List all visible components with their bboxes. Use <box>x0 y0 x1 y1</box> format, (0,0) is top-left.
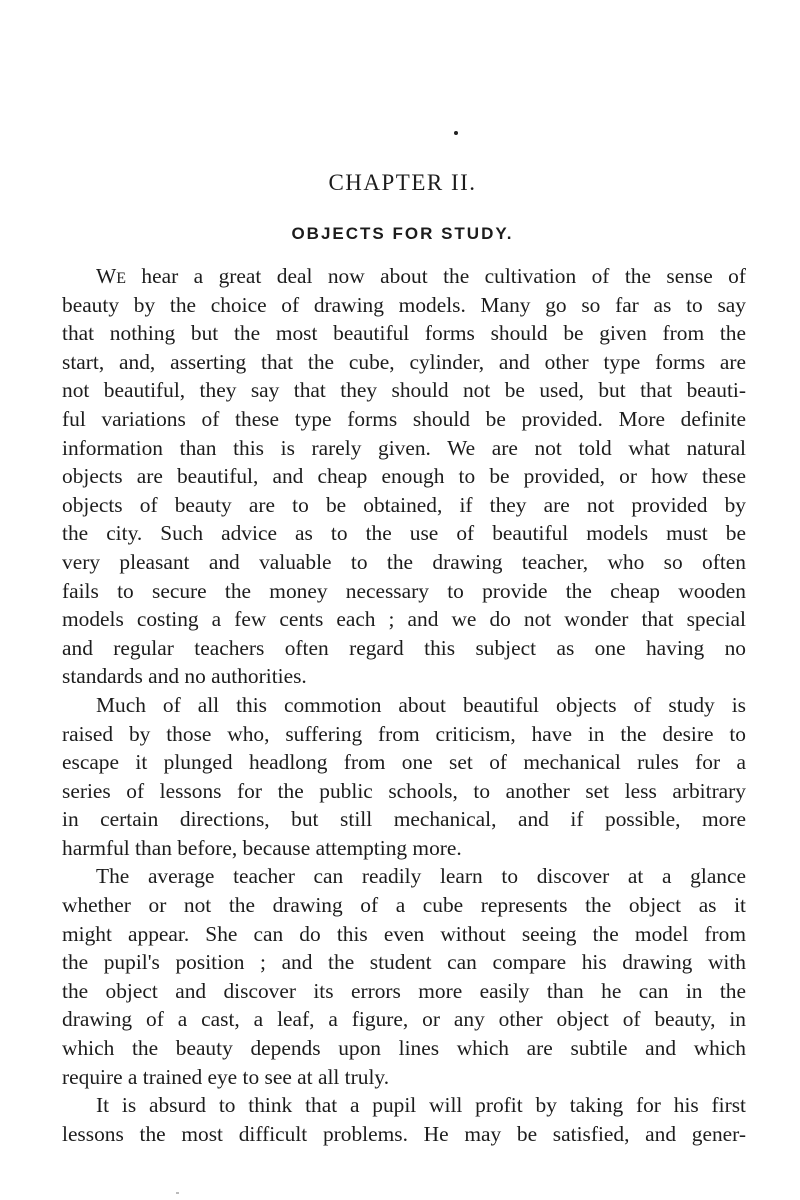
section-title: OBJECTS FOR STUDY. <box>291 224 514 243</box>
text-line: might appear. She can do this even without seeing the model from <box>62 921 746 946</box>
text-line: WE hear a great deal now about the cultivation of the sense of <box>96 264 746 288</box>
text-line: fails to secure the money necessary to provide the cheap wooden <box>62 578 746 603</box>
text-line: escape it plunged headlong from one set of mechanical rules for a <box>62 750 746 775</box>
text-line: and regular teachers often regard this subject as one having no <box>62 635 746 660</box>
text-line: require a trained eye to see at all truly. <box>62 1064 390 1089</box>
text-line: models costing a few cents each ; and we do not wonder that special <box>62 607 746 632</box>
body-text <box>62 262 746 1148</box>
text-line: the object and discover its errors more easily than he can in the <box>62 978 746 1003</box>
text-line: lessons the most difficult problems. He may be satisfied, and gener- <box>62 1121 746 1146</box>
text-line: which the beauty depends upon lines which are subtile and which <box>62 1036 746 1061</box>
text-line: harmful than before, because attempting more. <box>62 835 462 860</box>
text-line: not beautiful, they say that they should not be used, but that beauti- <box>62 378 746 403</box>
text-line: in certain directions, but still mechanical, and if possible, more <box>62 807 746 832</box>
text-line: very pleasant and valuable to the drawing teacher, who so often <box>62 549 746 574</box>
text-line: information than this is rarely given. We are not told what natural <box>62 435 746 460</box>
text-line: that nothing but the most beautiful forms should be given from the <box>62 321 746 346</box>
chapter-heading: CHAPTER II. <box>328 170 477 195</box>
text-line: raised by those who, suffering from criticism, have in the desire to <box>62 721 746 746</box>
text-line: start, and, asserting that the cube, cylinder, and other type forms are <box>62 349 746 374</box>
text-line: the city. Such advice as to the use of beautiful models must be <box>62 521 746 546</box>
text-line: objects are beautiful, and cheap enough to be provided, or how these <box>62 464 746 489</box>
text-line: It is absurd to think that a pupil will profit by taking for his first <box>96 1093 746 1118</box>
text-line: standards and no authorities. <box>62 664 307 689</box>
text-line: The average teacher can readily learn to discover at a glance <box>96 864 746 889</box>
text-line: series of lessons for the public schools, to another set less arbitrary <box>62 778 746 803</box>
text-line: whether or not the drawing of a cube represents the object as it <box>62 893 746 918</box>
text-line: objects of beauty are to be obtained, if they are not provided by <box>62 492 746 517</box>
text-line: the pupil's position ; and the student can compare his drawing with <box>62 950 746 975</box>
paper-mark <box>176 1192 179 1194</box>
small-caps-opening: WE <box>96 264 126 288</box>
text-line: Much of all this commotion about beautiful objects of study is <box>96 692 746 717</box>
text-line: drawing of a cast, a leaf, a figure, or any other object of beauty, in <box>62 1007 746 1032</box>
text-line: beauty by the choice of drawing models. Many go so far as to say <box>62 292 746 317</box>
ink-speck <box>454 131 458 135</box>
text-line: ful variations of these type forms should be provided. More definite <box>62 406 746 431</box>
